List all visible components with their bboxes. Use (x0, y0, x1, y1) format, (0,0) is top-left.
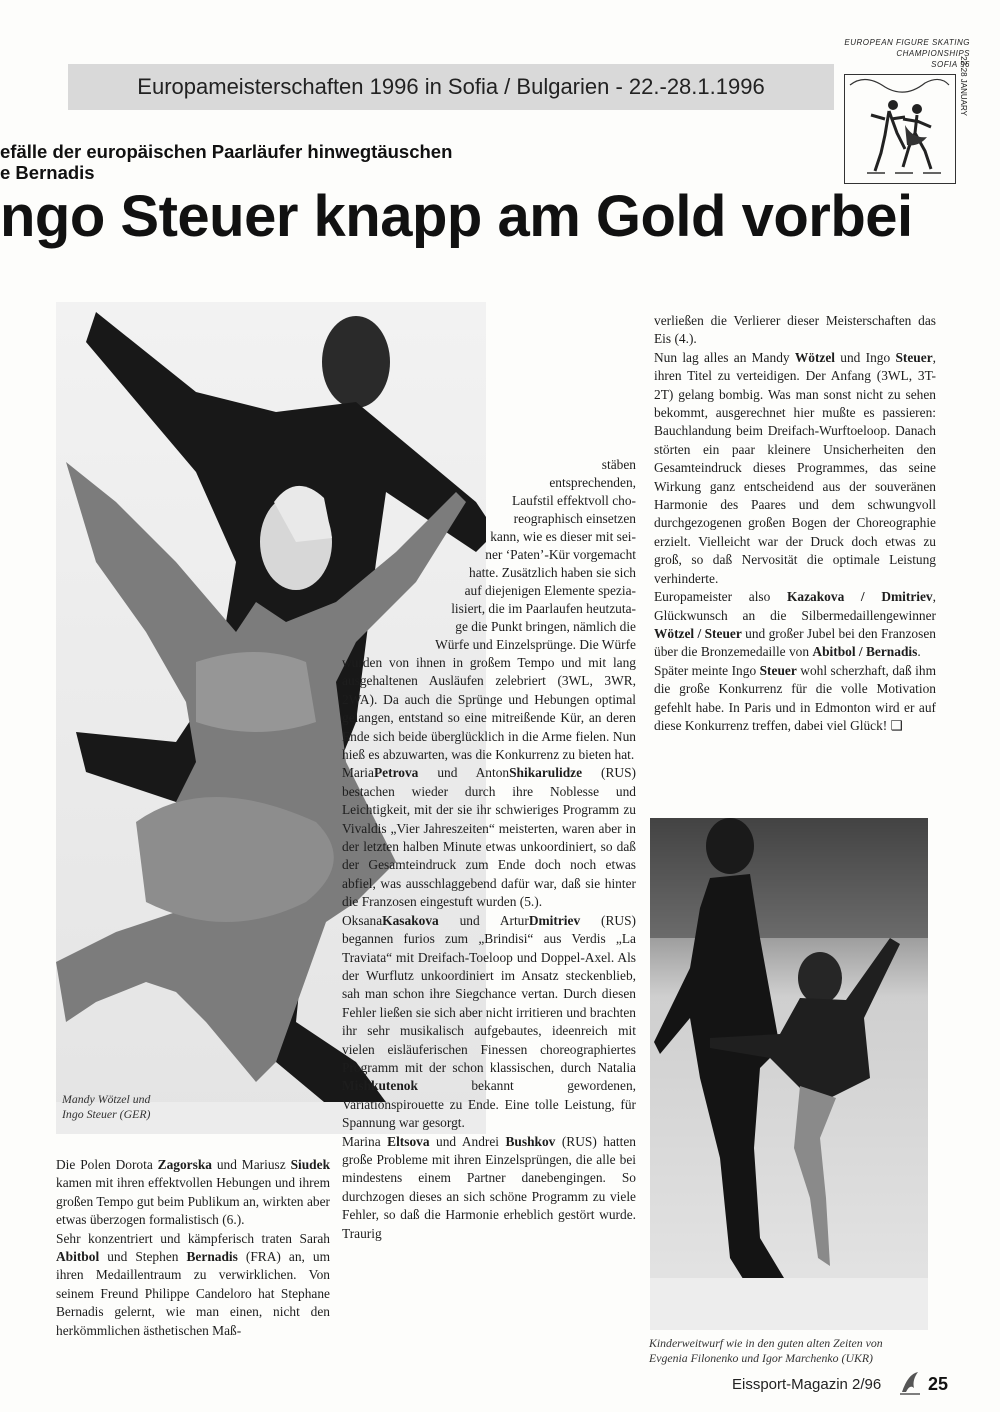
paragraph-eltsova (342, 1133, 636, 1243)
text-span: und Andrei (429, 1133, 506, 1149)
skater-name: Siudek (290, 1157, 331, 1172)
skater-name: Eltsova (387, 1133, 430, 1149)
middle-line-10: ge die Punkt bringen, nämlich die (455, 619, 636, 634)
paragraph-abitbol (56, 1230, 330, 1340)
skater-name: Petrova (373, 765, 419, 781)
middle-column-body (342, 654, 636, 1243)
text-span: bekannt gewordenen, Variationspirouette zu Ende. Eine tolle Leistung, für Spannung war gesorgt. (342, 1078, 636, 1131)
text-span: und Ingo (835, 349, 896, 365)
text-span: und Anton (418, 765, 510, 781)
middle-line-2: entsprechenden, (549, 475, 636, 490)
paragraph-spaeter (654, 662, 936, 736)
text-span: , Glückwunsch an die Silbermedaillengewinner (654, 589, 936, 623)
skater-logo-icon (898, 1370, 922, 1401)
text-span: und Mariusz (211, 1157, 291, 1172)
right-column (654, 312, 936, 735)
skater-name: Kasakova (382, 912, 439, 928)
skater-name: Bernadis (186, 1249, 238, 1265)
caption-small (649, 1336, 949, 1366)
banner-title: Europameisterschaften 1996 in Sofia / Bulgarien - 22.-28.1.1996 (137, 74, 765, 99)
subheadline-line-1: efälle der europäischen Paarläufer hinwegtäuschen (0, 141, 453, 162)
text-span: Sehr konzentriert und kämpferisch traten Sarah (56, 1230, 330, 1246)
paragraph-zagorska (56, 1156, 330, 1230)
skater-name: Steuer (895, 349, 933, 365)
skater-name: Mishkutenok (342, 1078, 418, 1094)
text-span: und Artur (438, 912, 529, 928)
header-banner (68, 64, 834, 110)
text-span: Oksana (342, 912, 383, 928)
skater-name: Abitbol (56, 1249, 100, 1265)
logo-frame (844, 74, 956, 184)
left-column (56, 1156, 330, 1340)
text-span: (RUS) hatten große Probleme mit ihren Einzelsprüngen, die alle bei mindestens einem Partner danebengingen. So durchzogen dieses an sich schöne Programm zu viele Fehler, so daß die Harmonie erheblich gestört wurde. Traurig (342, 1133, 636, 1241)
skater-name: Wötzel / Steuer (654, 625, 742, 641)
text-span: kamen mit ihren effektvollen Hebungen und ihrem großen Tempo gut beim Publikum an, wirkten aber etwas überzogen formalistisch (6.). (56, 1175, 330, 1228)
headline: ngo Steuer knapp am Gold vorbei (0, 184, 913, 249)
championship-logo (838, 34, 970, 184)
logo-line-2: CHAMPIONSHIPS (896, 49, 970, 58)
text-span: und großer Jubel bei den Franzosen über die Bronzemedaille von (654, 625, 936, 660)
caption-main-line-1: Mandy Wötzel und (62, 1092, 151, 1106)
text-span: wohl scherzhaft, daß ihm die große Konkurrenz für die volle Motivation gefehlt habe. In Paris und in Edmonton wird er auf diese Konkurrenz treffen, dabei viel Glück! (654, 662, 936, 733)
text-span: Später meinte Ingo (654, 662, 760, 678)
photo-skaters-lift (650, 818, 928, 1330)
paragraph-wuerfe: wurden von ihnen in großem Tempo und mit lang ausgehaltenen Ausläufen zelebriert (3WL, 3WR, 2WA). Da auch die Sprünge und Hebungen optimal gelangen, entstand so eine mitreißende Kür, an deren Ende sich beide überglücklich in die Arme fielen. Nun hieß es abzuwarten, was die Konkurrenz zu bieten hat. (342, 655, 636, 763)
skater-logo-svg (898, 1370, 922, 1396)
subheadline-line-2: e Bernadis (0, 162, 95, 183)
text-span: , ihren Titel zu verteidigen. Der Anfang (3WL, 3T-2T) gelang bombig. Was man sonst nicht zu sehen bekommt, ausgerechnet hier mußte es passieren: Bauchlandung beim Dreifach-Wurftoeloop. Danach störten ein paar kleinere Unsicherheiten den Gesamteindruck dieses Programmes, das seine Wirkung ganz entscheidend aus der souveränen Harmonie des Paares und dem schwungvoll durchgezogenen großen Bogen der Choreographie erzielt. Vielleicht war der Druck doch etwas zu groß, so daß Nervosität die optimale Leistung verhinderte. (654, 349, 936, 586)
paragraph-verlierer: verließen die Verlierer dieser Meisterschaften das Eis (4.). (654, 313, 936, 347)
text-span: (FRA) an, um ihren Medaillentraum zu verwirklichen. Von seinem Freund Philippe Candeloro hat Stephane Bernadis gelernt, wie man einen, nicht den herkömmlichen ästhetischen Maß- (56, 1249, 330, 1338)
middle-line-5: kann, wie es dieser mit sei- (490, 529, 636, 544)
end-mark-icon: ❑ (890, 717, 903, 733)
caption-small-line-2: Evgenia Filonenko und Igor Marchenko (UKR) (649, 1351, 873, 1365)
text-span: . (917, 644, 921, 660)
paragraph-kasakova (342, 912, 636, 1133)
text-span: (RUS) begannen furios zum „Brindisi“ aus Verdis „La Traviata“ mit Dreifach-Toeloop und Doppel-Axel. Als der Wurflutz unkoordiniert im Ansatz steckenblieb, sah man schon ihre Siegchance vertan. Durch diesen Fehler ließen sie sich aber nicht irritieren und brachten ihr sehr musikalisch aufgebautes, ideenreich mit vielen eisläuferischen Finessen choreographiertes Programm mit der schon klassischen, durch Natalia (342, 912, 636, 1075)
paragraph-europameister (654, 588, 936, 662)
middle-line-9: lisiert, die im Paarlaufen heutzuta- (451, 601, 636, 616)
text-span: Marina (342, 1133, 388, 1149)
middle-line-3: Laufstil effektvoll cho- (512, 493, 636, 508)
text-span: Nun lag alles an Mandy (654, 349, 795, 365)
logo-line-1: EUROPEAN FIGURE SKATING (844, 38, 970, 47)
text-span: Die Polen Dorota (56, 1157, 158, 1172)
middle-line-11: Würfe und Einzelsprünge. Die Würfe (435, 637, 636, 652)
caption-main-line-2: Ingo Steuer (GER) (62, 1107, 151, 1121)
skater-name: Zagorska (157, 1157, 212, 1172)
middle-line-4: reographisch einsetzen (513, 511, 636, 526)
paragraph-petrova (342, 764, 636, 911)
skater-name: Wötzel (794, 349, 836, 365)
middle-line-6: ner ‘Paten’-Kür vorgemacht (485, 547, 636, 562)
skater-name: Kazakova / Dmitriev (786, 589, 933, 605)
photo-filonenko-marchenko (650, 818, 928, 1330)
skater-name: Shikarulidze (509, 765, 583, 781)
logo-line-3: SOFIA 96 (931, 60, 970, 69)
page-number: 25 (928, 1374, 949, 1394)
text-span: Europameister also (654, 589, 787, 605)
middle-line-8: auf diejenigen Elemente spezia- (464, 583, 636, 598)
logo-dates: 22-28 JANUARY (959, 56, 968, 116)
middle-line-7: hatte. Zusätzlich haben sie sich (469, 565, 636, 580)
text-span: und Stephen (99, 1249, 187, 1265)
text-span: (RUS) bestachen wieder durch ihre Noblesse und Leichtigkeit, mit der sie ihr schwieriges Programm zu Vivaldis „Vier Jahreszeiten“ meisterten, waren aber in der letzten halben Minute etwas unkoordiniert, so daß der Gesamteindruck zum Ende doch noch etwas abfiel, was ausschlaggebend dafür war, daß sie hinter die Franzosen eingestuft wurden (5.). (342, 765, 636, 910)
paragraph-woetzel (654, 349, 936, 588)
skater-name: Dmitriev (528, 912, 581, 928)
skaters-drawing-icon (845, 75, 955, 183)
skater-name: Abitbol / Bernadis (812, 644, 918, 660)
text-span: Maria (342, 765, 374, 781)
caption-small-line-1: Kinderweitwurf wie in den guten alten Zeiten von (649, 1336, 883, 1350)
footer-magazine: Eissport-Magazin 2/96 (732, 1376, 882, 1393)
skater-name: Bushkov (505, 1133, 556, 1149)
middle-line-1: stäben (601, 457, 636, 472)
caption-main (62, 1092, 150, 1122)
skater-name: Steuer (759, 662, 797, 678)
